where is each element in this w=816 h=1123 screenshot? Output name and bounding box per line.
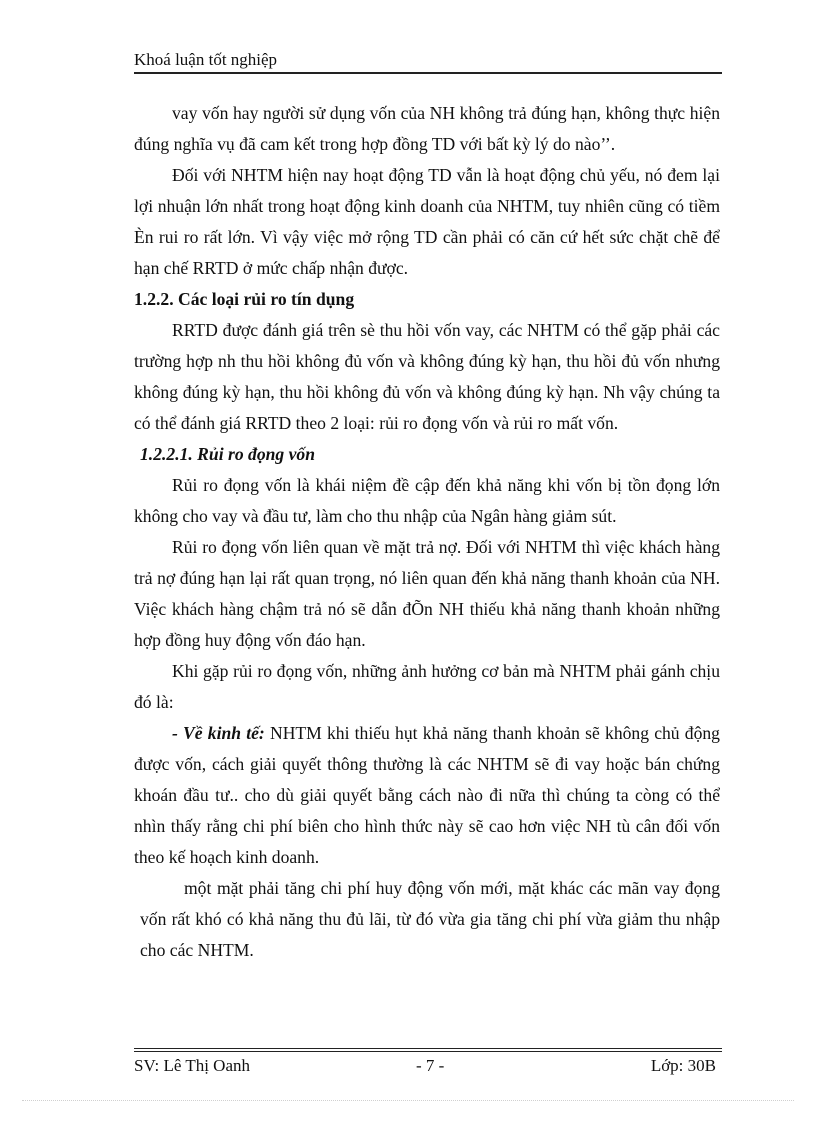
footer-class: Lớp: 30B: [650, 1056, 716, 1075]
paragraph: Khi gặp rủi ro đọng vốn, những ảnh hưởng cơ bản mà NHTM phải gánh chịu đó là:: [134, 661, 720, 712]
paragraph: Đối với NHTM hiện nay hoạt động TD vẫn là hoạt động chủ yếu, nó đem lại lợi nhuận lớn nhất trong hoạt động kinh doanh của NHTM, tuy nhiên cũng có tiềm Èn rui ro rất lớn. Vì vậy việc mở rộng TD cần phải có căn cứ hết sức chặt chẽ để hạn chế RRTD ở mức chấp nhận được.: [134, 165, 720, 278]
running-header: Khoá luận tốt nghiệp: [134, 50, 278, 69]
paragraph: vay vốn hay người sử dụng vốn của NH không trả đúng hạn, không thực hiện đúng nghĩa vụ đã cam kết trong hợp đồng TD với bất kỳ lý do nào’’.: [134, 103, 720, 154]
document-body: [134, 98, 720, 966]
running-footer: [134, 1055, 718, 1077]
footer-student: SV: Lê Thị Oanh: [134, 1056, 250, 1075]
page-edge-divider: [22, 1100, 794, 1101]
paragraph: RRTD được đánh giá trên sè thu hồi vốn vay, các NHTM có thể gặp phải các trường hợp nh thu hồi không đủ vốn và không đúng kỳ hạn, thu hồi đủ vốn nhưng không đúng kỳ hạn, thu hồi không đủ vốn và không đúng kỳ hạn. Nh vậy chúng ta có thể đánh giá RRTD theo 2 loại: rủi ro đọng vốn và rủi ro mất vốn.: [134, 320, 720, 433]
paragraph-lead: - Về kinh tế:: [172, 723, 265, 743]
section-heading: 1.2.2. Các loại rủi ro tín dụng: [134, 289, 355, 309]
footer-rule: [134, 1051, 722, 1052]
footer-rule: [134, 1048, 722, 1049]
paragraph: Rủi ro đọng vốn liên quan về mặt trả nợ. Đối với NHTM thì việc khách hàng trả nợ đúng hạn lại rất quan trọng, nó liên quan đến khả năng thanh khoản của NH. Việc khách hàng chậm trả nó sẽ dẫn đÕn NH thiếu khả năng thanh khoản những hợp đồng huy động vốn đáo hạn.: [134, 537, 720, 650]
paragraph: một mặt phải tăng chi phí huy động vốn mới, mặt khác các mãn vay đọng vốn rất khó có khả năng thu đủ lãi, từ đó vừa gia tăng chi phí vừa giảm thu nhập cho các NHTM.: [140, 878, 720, 960]
paragraph: Rủi ro đọng vốn là khái niệm đề cập đến khả năng khi vốn bị tồn đọng lớn không cho vay và đầu tư, làm cho thu nhập của Ngân hàng giảm sút.: [134, 475, 720, 526]
header-rule: [134, 72, 722, 74]
page-number: - 7 -: [416, 1056, 445, 1075]
paragraph-text: NHTM khi thiếu hụt khả năng thanh khoản sẽ không chủ động được vốn, cách giải quyết thông thường là các NHTM sẽ đi vay hoặc bán chứng khoán đầu tư.. cho dù giải quyết bằng cách nào đi nữa thì chúng ta còng có thể nhìn thấy rằng chi phí biên cho hình thức này sẽ cao hơn việc NH tù cân đối vốn theo kế hoạch kinh doanh.: [134, 723, 720, 867]
subsection-heading: 1.2.2.1. Rủi ro đọng vốn: [140, 444, 315, 464]
paragraph: [134, 718, 720, 873]
